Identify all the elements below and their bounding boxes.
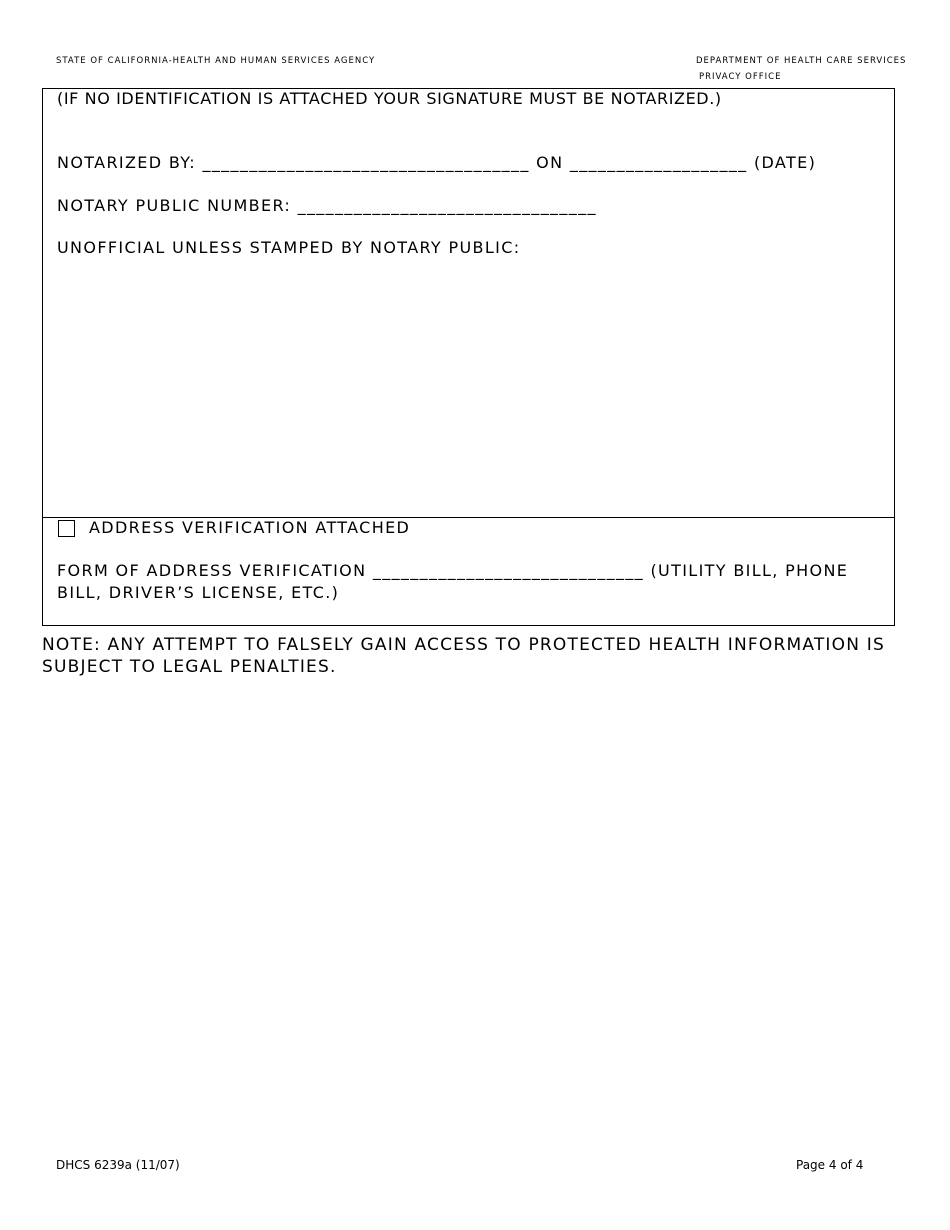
legal-note: NOTE: ANY ATTEMPT TO FALSELY GAIN ACCESS TO PROTECTED HEALTH INFORMATION IS SUBJECT TO LEGAL PENALTIES. (42, 635, 885, 677)
notary-instruction: (IF NO IDENTIFICATION IS ATTACHED YOUR SIGNATURE MUST BE NOTARIZED.) (57, 89, 722, 108)
address-verification-section (42, 517, 895, 626)
address-verification-checkbox[interactable] (58, 520, 75, 537)
notary-stamp-label: UNOFFICIAL UNLESS STAMPED BY NOTARY PUBLIC: (57, 238, 521, 257)
address-verification-label: ADDRESS VERIFICATION ATTACHED (89, 518, 411, 537)
notary-number-field[interactable]: NOTARY PUBLIC NUMBER: ________________________________ (57, 196, 597, 215)
form-id: DHCS 6239a (11/07) (56, 1158, 180, 1172)
department-header: DEPARTMENT OF HEALTH CARE SERVICES (696, 56, 907, 66)
address-verification-form-field[interactable]: FORM OF ADDRESS VERIFICATION _____________________________ (UTILITY BILL, PHONE BILL, DRIVER’S LICENSE, ETC.) (57, 561, 849, 602)
office-header: PRIVACY OFFICE (699, 72, 782, 82)
notary-section (42, 88, 895, 518)
page-number: Page 4 of 4 (796, 1158, 864, 1172)
notarized-by-field[interactable]: NOTARIZED BY: ___________________________________ ON ___________________ (DATE) (57, 153, 817, 172)
agency-header: STATE OF CALIFORNIA-HEALTH AND HUMAN SERVICES AGENCY (56, 56, 376, 66)
